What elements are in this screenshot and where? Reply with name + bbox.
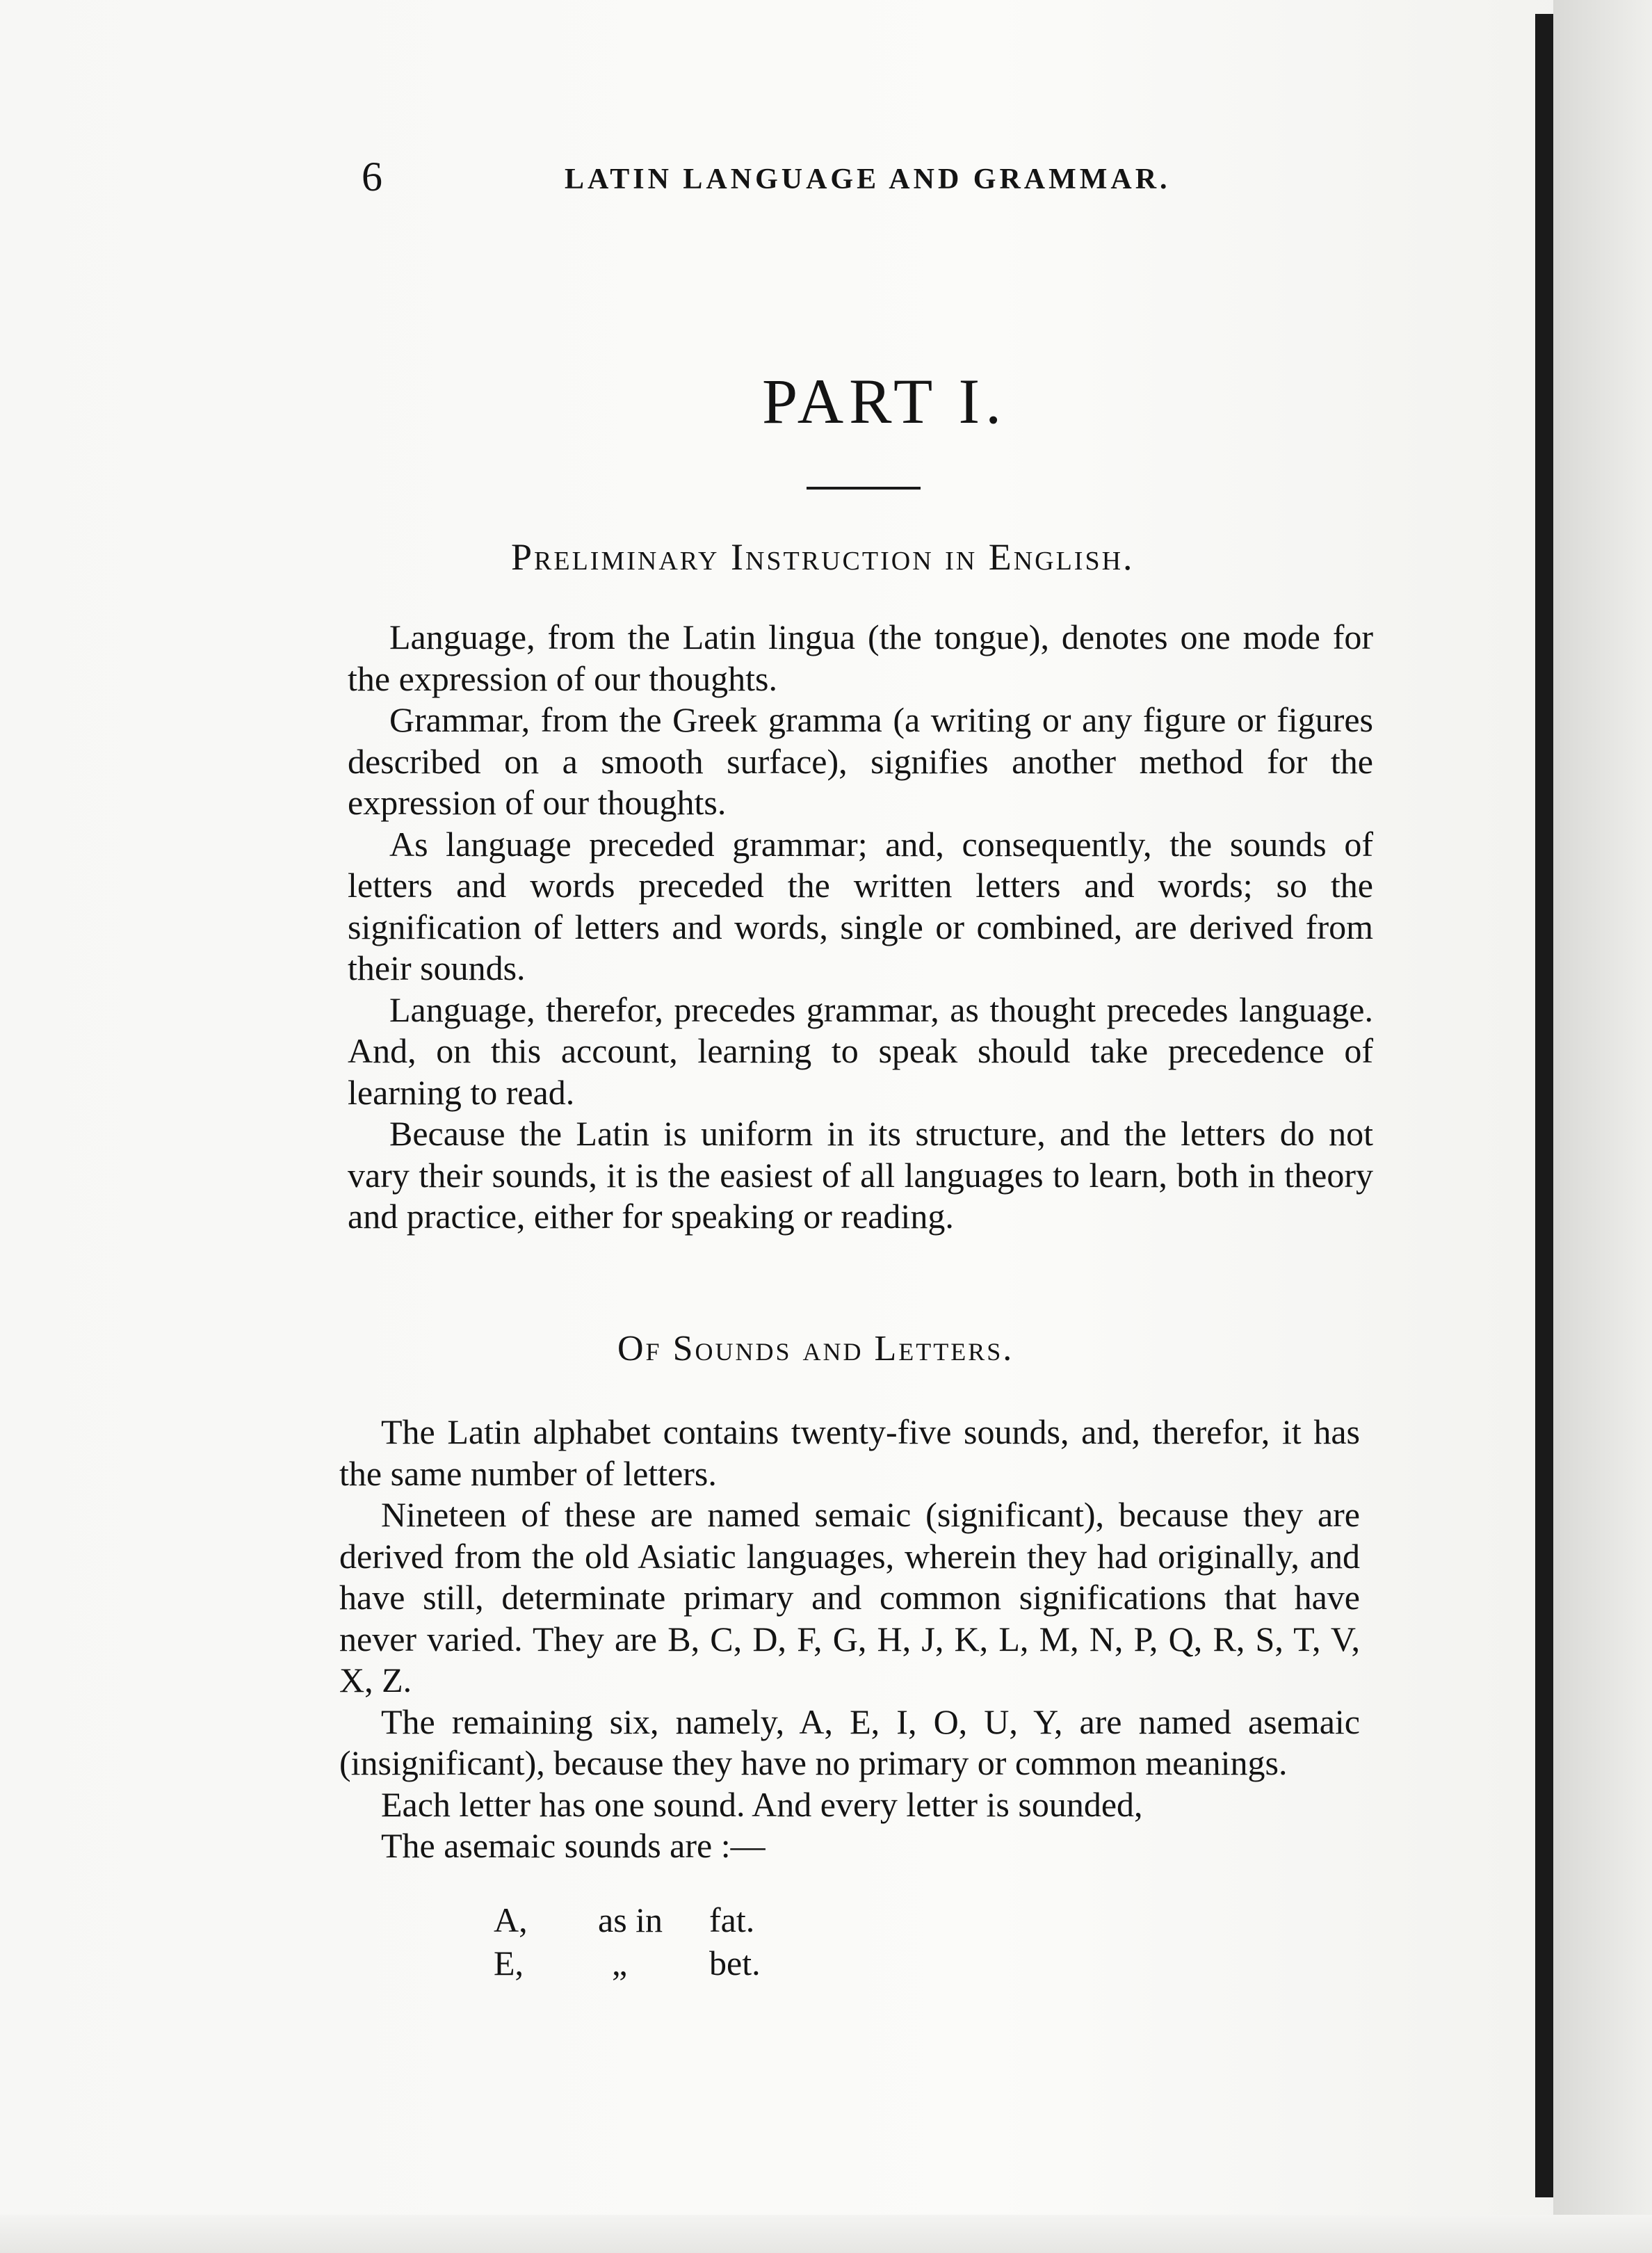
paragraph: Language, from the Latin lingua (the tongue), denotes one mode for the expression of our thoughts. [348, 617, 1373, 698]
title-rule [807, 487, 921, 490]
page-number: 6 [362, 154, 382, 200]
page-edge-shadow [1535, 14, 1553, 2197]
vowel-connector: as in [598, 1900, 663, 1939]
paragraph: The remaining six, namely, A, E, I, O, U, Y, are named asemaic (insignificant), because they have no primary or common meanings. [339, 1702, 1360, 1782]
vowel-connector: „ [612, 1944, 628, 1983]
vowel-example: fat. [709, 1900, 755, 1939]
book-gutter [1553, 0, 1652, 2253]
paragraph: The Latin alphabet contains twenty-five sounds, and, therefor, it has the same number of letters. [339, 1412, 1360, 1493]
section-heading-preliminary: Preliminary Instruction in English. [511, 536, 1135, 578]
list-item [494, 1898, 761, 1941]
vowel-example: bet. [709, 1944, 761, 1983]
section-body-sounds [339, 1412, 1360, 1867]
vowel-letter: A, [494, 1900, 528, 1939]
page-bottom-edge [0, 2215, 1652, 2253]
paragraph: Nineteen of these are named semaic (significant), because they are derived from the old Asiatic languages, wherein they had originally, and have still, determinate primary and common significations that have never varied. They are B, C, D, F, G, H, J, K, L, M, N, P, Q, R, S, T, V, X, Z. [339, 1495, 1360, 1699]
running-title: LATIN LANGUAGE AND GRAMMAR. [565, 163, 1171, 195]
paragraph: As language preceded grammar; and, consequently, the sounds of letters and words preceded the written letters and words; so the signification of letters and words, single or combined, are derived from their sounds. [348, 824, 1373, 987]
part-title: PART I. [762, 366, 1007, 437]
list-item [494, 1941, 761, 1985]
paragraph: Because the Latin is uniform in its structure, and the letters do not vary their sounds, it is the easiest of all languages to learn, both in theory and practice, either for speaking or reading. [348, 1114, 1373, 1236]
paragraph: Each letter has one sound. And every letter is sounded, [381, 1784, 1143, 1824]
vowel-list [494, 1898, 761, 1985]
section-body-preliminary [348, 617, 1373, 1238]
paragraph: Grammar, from the Greek gramma (a writing or any figure or figures described on a smooth surface), signifies another method for the expression of our thoughts. [348, 700, 1373, 822]
paragraph: Language, therefor, precedes grammar, as thought precedes language. And, on this account, learning to speak should take precedence of learning to read. [348, 990, 1373, 1112]
paragraph: The asemaic sounds are :— [381, 1826, 766, 1865]
vowel-letter: E, [494, 1944, 524, 1983]
running-head [362, 153, 1196, 202]
section-heading-sounds: Of Sounds and Letters. [617, 1329, 1014, 1368]
